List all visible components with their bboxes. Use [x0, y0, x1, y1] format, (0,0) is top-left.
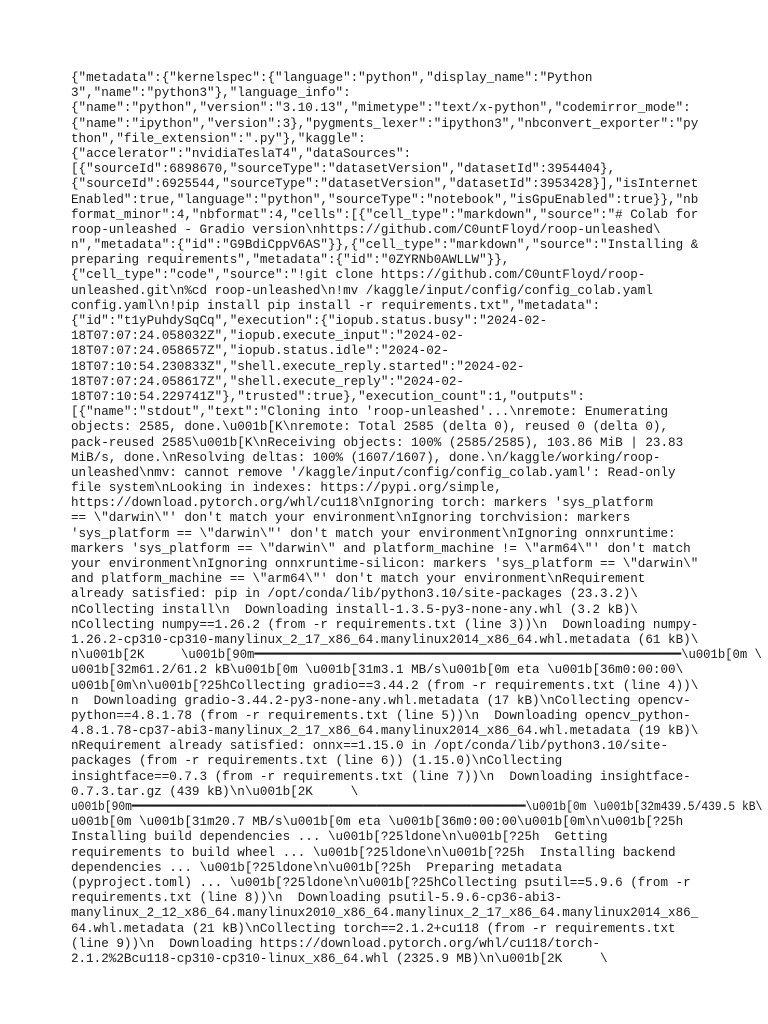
- text-line: u001b[32m61.2/61.2 kB\u001b[0m \u001b[31m3.1 MB/s\u001b[0m eta \u001b[36m0:00:00\: [71, 663, 684, 678]
- text-line: file system\nLooking in indexes: https://pypi.org/simple,: [71, 481, 502, 496]
- text-line: nCollecting numpy==1.26.2 (from -r requirements.txt (line 3))\n Downloading numpy-: [71, 617, 699, 632]
- text-line: u001b[0m \u001b[31m20.7 MB/s\u001b[0m eta \u001b[36m0:00:00\u001b[0m\n\u001b[?25h: [71, 815, 684, 830]
- text-line: nCollecting install\n Downloading install-1.3.5-py3-none-any.whl (3.2 kB)\: [71, 602, 638, 617]
- text-line: unleashed\nmv: cannot remove '/kaggle/input/config/config_colab.yaml': Read-only: [71, 465, 676, 480]
- text-line: insightface==0.7.3 (from -r requirements.txt (line 7))\n Downloading insightface-: [71, 769, 691, 784]
- text-line: 3","name":"python3"},"language_info":: [71, 86, 351, 101]
- text-line: n\u001b[2K \u001b[90m━━━━━━━━━━━━━━━━━━━━━━━━━━━━━━━━━━━━━━━━━━━━━━━━━━━━━━━━━━\u001b[0m \: [71, 648, 762, 663]
- text-line: {"name":"python","version":"3.10.13","mimetype":"text/x-python","codemirror_mode":: [71, 101, 691, 116]
- text-line: objects: 2585, done.\u001b[K\nremote: Total 2585 (delta 0), reused 0 (delta 0),: [71, 420, 669, 435]
- text-line: config.yaml\n!pip install pip install -r requirements.txt","metadata":: [71, 298, 601, 313]
- text-line: 4.8.1.78-cp37-abi3-manylinux_2_17_x86_64.manylinux2014_x86_64.whl.metadata (19 kB)\: [71, 724, 699, 739]
- text-line: MiB/s, done.\nResolving deltas: 100% (1607/1607), done.\n/kaggle/working/roop-: [71, 450, 661, 465]
- text-line: https://download.pytorch.org/whl/cu118\nIgnoring torch: markers 'sys_platform: [71, 496, 653, 511]
- text-line: already satisfied: pip in /opt/conda/lib/python3.10/site-packages (23.3.2)\: [71, 587, 638, 602]
- text-line: [{"sourceId":6898670,"sourceType":"datasetVersion","datasetId":3954404},: [71, 162, 616, 177]
- text-line: your environment\nIgnoring onnxruntime-silicon: markers 'sys_platform == \"darwin\": [71, 557, 699, 571]
- text-line: requirements.txt (line 8))\n Downloading psutil-5.9.6-cp36-abi3-: [71, 891, 563, 906]
- text-line: (pyproject.toml) ... \u001b[?25ldone\n\u001b[?25hCollecting psutil==5.9.6 (from -r: [71, 875, 691, 890]
- text-line: 0.7.3.tar.gz (439 kB)\n\u001b[2K \: [71, 784, 359, 799]
- notebook-json-text: [71, 71, 763, 967]
- text-line: 18T07:07:24.058657Z","iopub.status.idle":"2024-02-: [71, 344, 449, 359]
- text-line: manylinux_2_12_x86_64.manylinux2010_x86_64.manylinux_2_17_x86_64.manylinux2014_x86_: [71, 906, 699, 921]
- text-line: python==4.8.1.78 (from -r requirements.txt (line 5))\n Downloading opencv_python-: [71, 708, 691, 723]
- text-line: {"metadata":{"kernelspec":{"language":"python","display_name":"Python: [71, 71, 593, 85]
- text-line: 18T07:07:24.058032Z","iopub.execute_input":"2024-02-: [71, 329, 464, 344]
- text-line: Enabled":true,"language":"python","sourceType":"notebook","isGpuEnabled":true}},"nb: [71, 192, 699, 207]
- text-line: packages (from -r requirements.txt (line 6)) (1.15.0)\nCollecting: [71, 754, 563, 769]
- text-line: (line 9))\n Downloading https://download.pytorch.org/whl/cu118/torch-: [71, 936, 601, 951]
- text-line: 18T07:10:54.230833Z","shell.execute_reply.started":"2024-02-: [71, 359, 525, 374]
- text-line: Installing build dependencies ... \u001b[?25ldone\n\u001b[?25h Getting: [71, 830, 608, 845]
- text-line: n","metadata":{"id":"G9BdiCppV6AS"}},{"cell_type":"markdown","source":"Installing &: [71, 238, 699, 253]
- text-line: format_minor":4,"nbformat":4,"cells":[{"cell_type":"markdown","source":"# Colab for: [71, 207, 699, 222]
- text-line: requirements to build wheel ... \u001b[?25ldone\n\u001b[?25h Installing backend: [71, 845, 676, 860]
- text-line: 1.26.2-cp310-cp310-manylinux_2_17_x86_64.manylinux2014_x86_64.whl.metadata (61 kB)\: [71, 632, 699, 647]
- text-line: {"accelerator":"nvidiaTeslaT4","dataSources":: [71, 146, 412, 161]
- text-line: == \"darwin\"' don't match your environment\nIgnoring torchvision: markers: [71, 511, 631, 526]
- text-line: n Downloading gradio-3.44.2-py3-none-any.whl.metadata (17 kB)\nCollecting opencv-: [71, 693, 691, 708]
- text-line: roop-unleashed - Gradio version\nhttps://github.com/C0untFloyd/roop-unleashed\: [71, 222, 661, 237]
- text-line: {"id":"t1yPuhdySqCq","execution":{"iopub.status.busy":"2024-02-: [71, 314, 548, 328]
- text-line: preparing requirements","metadata":{"id":"0ZYRNb0AWLLW"}},: [71, 253, 510, 268]
- text-line: thon","file_extension":".py"},"kaggle":: [71, 131, 366, 146]
- text-line: u001b[90m━━━━━━━━━━━━━━━━━━━━━━━━━━━━━━━━━━━━━━━━━━━━━━━━━━━━━━━━━━\u001b[0m \u001b[32m439.5/439.5 kB\: [71, 800, 763, 814]
- text-line: unleashed.git\n%cd roop-unleashed\n!mv /kaggle/input/config/config_colab.yaml: [71, 283, 653, 298]
- text-line: {"cell_type":"code","source":"!git clone https://github.com/C0untFloyd/roop-: [71, 268, 646, 283]
- text-line: 'sys_platform == \"darwin\"' don't match your environment\nIgnoring onnxruntime:: [71, 526, 676, 541]
- text-line: and platform_machine == \"arm64\"' don't match your environment\nRequirement: [71, 572, 646, 587]
- text-line: 18T07:07:24.058617Z","shell.execute_reply":"2024-02-: [71, 374, 464, 389]
- text-line: nRequirement already satisfied: onnx==1.15.0 in /opt/conda/lib/python3.10/site-: [71, 739, 669, 754]
- text-line: 2.1.2%2Bcu118-cp310-cp310-linux_x86_64.whl (2325.9 MB)\n\u001b[2K \: [71, 951, 608, 966]
- text-line: {"sourceId":6925544,"sourceType":"datasetVersion","datasetId":3953428}],"isInternet: [71, 177, 699, 192]
- text-line: dependencies ... \u001b[?25ldone\n\u001b[?25h Preparing metadata: [71, 860, 563, 875]
- text-line: u001b[0m\n\u001b[?25hCollecting gradio==3.44.2 (from -r requirements.txt (line 4))\: [71, 678, 699, 693]
- text-line: pack-reused 2585\u001b[K\nReceiving objects: 100% (2585/2585), 103.86 MiB | 23.83: [71, 435, 684, 450]
- text-line: markers 'sys_platform == \"darwin\" and platform_machine != \"arm64\"' don't match: [71, 541, 691, 556]
- text-line: 18T07:10:54.229741Z"},"trusted":true},"execution_count":1,"outputs":: [71, 389, 585, 404]
- text-line: {"name":"ipython","version":3},"pygments_lexer":"ipython3","nbconvert_exporter":"py: [71, 116, 699, 131]
- text-line: 64.whl.metadata (21 kB)\nCollecting torch==2.1.2+cu118 (from -r requirements.txt: [71, 921, 676, 936]
- text-line: [{"name":"stdout","text":"Cloning into 'roop-unleashed'...\nremote: Enumerating: [71, 405, 669, 420]
